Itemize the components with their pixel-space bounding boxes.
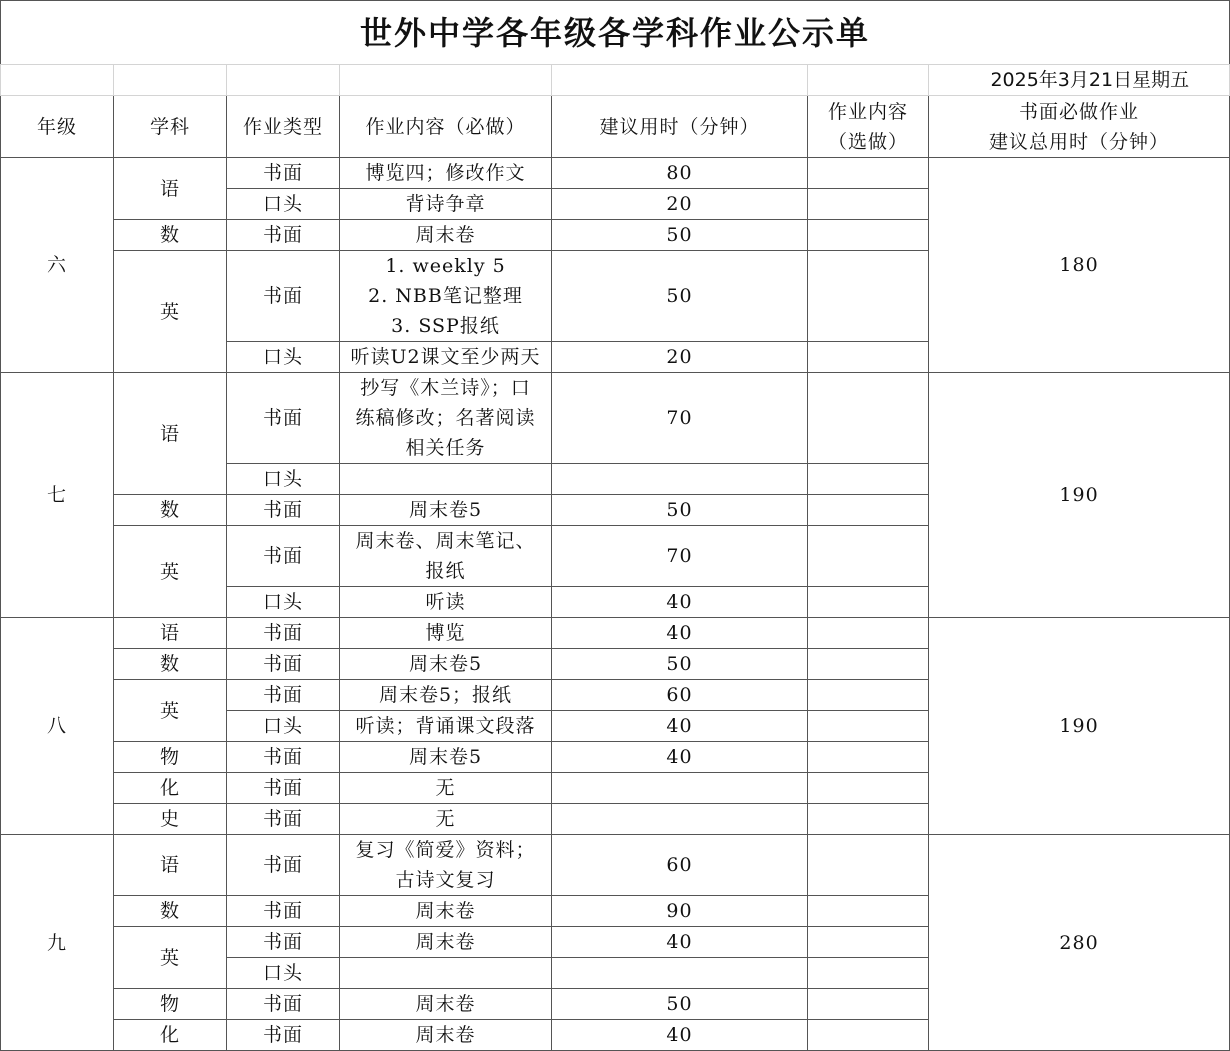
content-cell: [340, 495, 552, 526]
header-type: 作业类型: [227, 96, 340, 158]
spacer-cell: [340, 65, 552, 96]
content-cell: [340, 158, 552, 189]
type-cell: 书面: [227, 896, 340, 927]
header-total-line1: 书面必做作业: [1019, 100, 1140, 123]
subject-cell: 数: [114, 649, 227, 680]
optional-cell: [808, 804, 929, 835]
optional-cell: [808, 220, 929, 251]
content-line: 报纸: [425, 560, 466, 582]
type-cell: 书面: [227, 158, 340, 189]
subject-cell: 语: [114, 618, 227, 649]
content-cell: [340, 618, 552, 649]
content-cell: [340, 189, 552, 220]
header-content: 作业内容（必做）: [340, 96, 552, 158]
type-cell: 书面: [227, 220, 340, 251]
content-cell: [340, 927, 552, 958]
type-cell: 书面: [227, 495, 340, 526]
subject-cell: 语: [114, 835, 227, 896]
spacer-cell: [552, 65, 808, 96]
time-cell: 20: [552, 342, 808, 373]
content-line: 1. weekly 5: [385, 255, 506, 277]
total-time-cell: 190: [929, 373, 1230, 618]
table-row: [1, 835, 1230, 896]
type-cell: 书面: [227, 804, 340, 835]
content-cell: [340, 773, 552, 804]
content-line: 周末卷、周末笔记、: [355, 530, 536, 552]
type-cell: 书面: [227, 989, 340, 1020]
type-cell: 书面: [227, 742, 340, 773]
content-line: 无: [435, 808, 456, 830]
content-line: 古诗文复习: [395, 869, 496, 891]
content-line: 3. SSP报纸: [391, 315, 500, 337]
optional-cell: [808, 896, 929, 927]
content-line: 周末卷5；报纸: [378, 684, 513, 706]
total-time-cell: 190: [929, 618, 1230, 835]
date-label: 2025年3月21日星期五: [929, 65, 1230, 96]
spacer-cell: [1, 65, 114, 96]
spacer-cell: [114, 65, 227, 96]
table-row: [1, 158, 1230, 189]
subject-cell: 语: [114, 373, 227, 495]
content-cell: [340, 742, 552, 773]
content-line: 周末卷: [415, 224, 476, 246]
type-cell: 口头: [227, 464, 340, 495]
time-cell: 40: [552, 587, 808, 618]
header-optional-line1: 作业内容: [827, 100, 908, 123]
time-cell: 50: [552, 220, 808, 251]
time-cell: [552, 958, 808, 989]
optional-cell: [808, 373, 929, 464]
optional-cell: [808, 526, 929, 587]
optional-cell: [808, 680, 929, 711]
subject-cell: 数: [114, 495, 227, 526]
content-line: 博览: [425, 622, 466, 644]
subject-cell: 化: [114, 773, 227, 804]
time-cell: 80: [552, 158, 808, 189]
time-cell: 40: [552, 742, 808, 773]
content-cell: [340, 220, 552, 251]
type-cell: 书面: [227, 373, 340, 464]
time-cell: 60: [552, 680, 808, 711]
subject-cell: 英: [114, 927, 227, 989]
type-cell: 书面: [227, 835, 340, 896]
time-cell: 90: [552, 896, 808, 927]
grade-cell: 七: [1, 373, 114, 618]
subject-cell: 英: [114, 680, 227, 742]
content-cell: [340, 680, 552, 711]
subject-cell: 物: [114, 989, 227, 1020]
content-cell: [340, 649, 552, 680]
type-cell: 口头: [227, 189, 340, 220]
optional-cell: [808, 742, 929, 773]
content-cell: [340, 251, 552, 342]
content-line: 周末卷5: [408, 746, 483, 768]
type-cell: 书面: [227, 773, 340, 804]
subject-cell: 数: [114, 896, 227, 927]
time-cell: 70: [552, 373, 808, 464]
type-cell: 口头: [227, 711, 340, 742]
optional-cell: [808, 1020, 929, 1051]
header-time: 建议用时（分钟）: [552, 96, 808, 158]
optional-cell: [808, 464, 929, 495]
subject-cell: 化: [114, 1020, 227, 1051]
time-cell: 20: [552, 189, 808, 220]
content-cell: [340, 464, 552, 495]
time-cell: 40: [552, 1020, 808, 1051]
content-cell: [340, 587, 552, 618]
type-cell: 书面: [227, 526, 340, 587]
content-line: 无: [435, 777, 456, 799]
time-cell: 50: [552, 989, 808, 1020]
table-row: [1, 373, 1230, 464]
header-grade: 年级: [1, 96, 114, 158]
subject-cell: 语: [114, 158, 227, 220]
optional-cell: [808, 649, 929, 680]
time-cell: [552, 773, 808, 804]
content-line: 博览四；修改作文: [365, 162, 526, 184]
content-cell: [340, 989, 552, 1020]
optional-cell: [808, 158, 929, 189]
subject-cell: 物: [114, 742, 227, 773]
type-cell: 书面: [227, 618, 340, 649]
content-cell: [340, 342, 552, 373]
time-cell: 40: [552, 711, 808, 742]
content-cell: [340, 373, 552, 464]
time-cell: [552, 804, 808, 835]
type-cell: 书面: [227, 1020, 340, 1051]
content-line: 听读: [425, 591, 466, 613]
content-cell: [340, 896, 552, 927]
content-cell: [340, 1020, 552, 1051]
header-subject: 学科: [114, 96, 227, 158]
optional-cell: [808, 958, 929, 989]
content-cell: [340, 711, 552, 742]
content-line: 相关任务: [405, 437, 486, 459]
time-cell: 40: [552, 927, 808, 958]
page-title: 世外中学各年级各学科作业公示单: [1, 1, 1230, 65]
content-cell: [340, 804, 552, 835]
time-cell: 70: [552, 526, 808, 587]
type-cell: 书面: [227, 251, 340, 342]
optional-cell: [808, 989, 929, 1020]
content-line: 周末卷: [415, 1024, 476, 1046]
optional-cell: [808, 927, 929, 958]
content-line: 抄写《木兰诗》；口: [360, 377, 531, 399]
content-line: 周末卷: [415, 993, 476, 1015]
subject-cell: 英: [114, 251, 227, 373]
subject-cell: 英: [114, 526, 227, 618]
content-line: 周末卷: [415, 900, 476, 922]
optional-cell: [808, 773, 929, 804]
time-cell: 50: [552, 649, 808, 680]
content-line: 听读；背诵课文段落: [355, 715, 536, 737]
content-line: 2. NBB笔记整理: [368, 285, 523, 307]
table-row: [1, 618, 1230, 649]
content-cell: [340, 526, 552, 587]
content-cell: [340, 835, 552, 896]
subject-cell: 数: [114, 220, 227, 251]
type-cell: 口头: [227, 587, 340, 618]
content-line: 练稿修改；名著阅读: [355, 407, 536, 429]
optional-cell: [808, 251, 929, 342]
subject-cell: 史: [114, 804, 227, 835]
optional-cell: [808, 189, 929, 220]
total-time-cell: 280: [929, 835, 1230, 1051]
optional-cell: [808, 835, 929, 896]
spacer-cell: [808, 65, 929, 96]
time-cell: [552, 464, 808, 495]
time-cell: 50: [552, 251, 808, 342]
optional-cell: [808, 495, 929, 526]
grade-cell: 八: [1, 618, 114, 835]
type-cell: 书面: [227, 649, 340, 680]
type-cell: 书面: [227, 927, 340, 958]
content-line: 背诗争章: [405, 193, 486, 215]
spacer-cell: [227, 65, 340, 96]
optional-cell: [808, 618, 929, 649]
header-total-line2: 建议总用时（分钟）: [989, 130, 1170, 153]
type-cell: 口头: [227, 958, 340, 989]
content-line: 周末卷5: [408, 653, 483, 675]
time-cell: 40: [552, 618, 808, 649]
content-line: 复习《简爱》资料；: [355, 839, 536, 861]
header-optional-line2: （选做）: [827, 130, 908, 153]
total-time-cell: 180: [929, 158, 1230, 373]
optional-cell: [808, 587, 929, 618]
time-cell: 50: [552, 495, 808, 526]
grade-cell: 六: [1, 158, 114, 373]
grade-cell: 九: [1, 835, 114, 1051]
optional-cell: [808, 342, 929, 373]
content-cell: [340, 958, 552, 989]
optional-cell: [808, 711, 929, 742]
type-cell: 口头: [227, 342, 340, 373]
content-line: 周末卷5: [408, 499, 483, 521]
content-line: 周末卷: [415, 931, 476, 953]
type-cell: 书面: [227, 680, 340, 711]
header-optional: [808, 96, 929, 158]
header-total: [929, 96, 1230, 158]
time-cell: 60: [552, 835, 808, 896]
content-line: 听读U2课文至少两天: [350, 346, 541, 368]
